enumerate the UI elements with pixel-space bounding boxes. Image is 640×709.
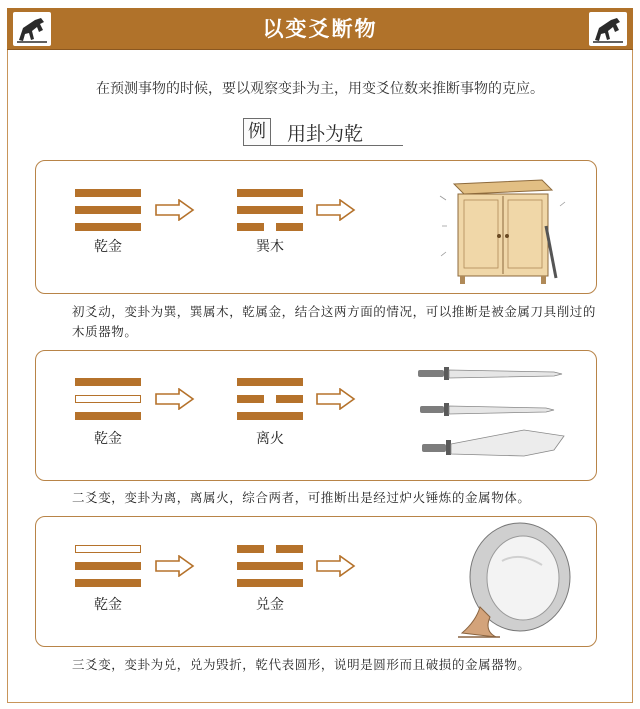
header-bar [7,8,633,50]
trigram-label: 乾金 [94,431,122,447]
trigram-label: 离火 [256,431,284,447]
example-marker: 例 [243,118,271,146]
intro-text: 在预测事物的时候，要以观察变卦为主，用变爻位数来推断事物的克应。 [96,81,544,97]
card-caption: 三爻变，变卦为兑，兑为毁折，乾代表圆形，说明是圆形而且破损的金属器物。 [72,657,531,672]
card-caption: 初爻动，变卦为巽，巽属木，乾属金，结合这两方面的情况，可以推断是被金属刀具削过的木质器物。 [72,304,597,339]
trigram-qian-changed [75,545,141,587]
trigram-label: 乾金 [94,239,122,255]
page-title: 以变爻断物 [262,17,378,41]
trigram-li [237,378,303,420]
swords-icon [414,358,574,476]
trigram-label: 巽木 [256,239,284,255]
arrow-right-icon [316,199,356,221]
trigram-dui [237,545,303,587]
trigram-label: 乾金 [94,597,122,613]
card-caption: 二爻变，变卦为离，离属火，综合两者，可推断出是经过炉火锤炼的金属物体。 [72,490,531,505]
wooden-cabinet-icon [438,166,568,288]
trigram-label: 兑金 [256,597,284,613]
arrow-right-icon [316,388,356,410]
arrow-right-icon [155,388,195,410]
round-mirror-icon [450,521,578,645]
horse-logo-icon [589,12,627,46]
trigram-qian-changed [75,378,141,420]
arrow-right-icon [155,555,195,577]
arrow-right-icon [316,555,356,577]
trigram-xun [237,189,303,231]
example-title: 用卦为乾 [287,123,364,145]
arrow-right-icon [155,199,195,221]
example-underline [243,145,403,146]
trigram-qian [75,189,141,231]
